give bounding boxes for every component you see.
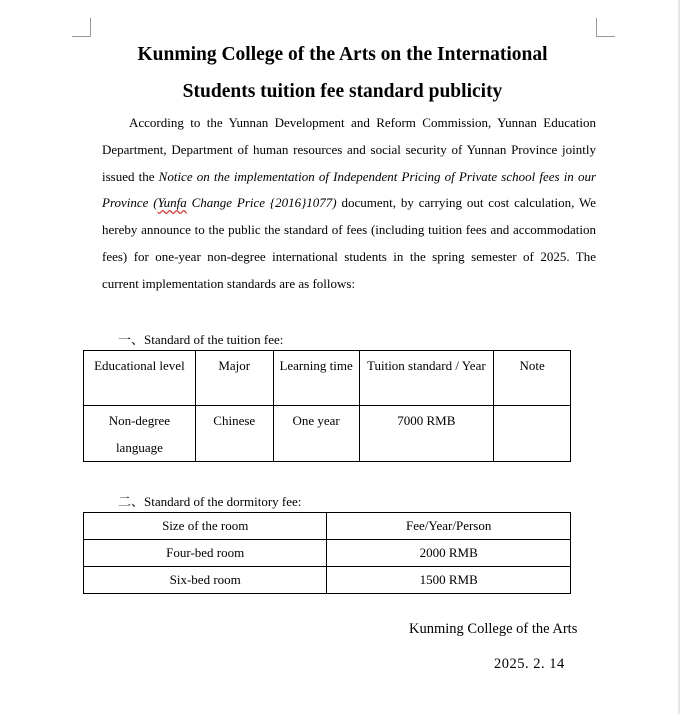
table-header-row xyxy=(84,513,571,540)
document-title-line-2: Students tuition fee standard publicity xyxy=(182,81,503,102)
header-tuition-standard: Tuition standard / Year xyxy=(359,351,494,406)
table-row xyxy=(84,406,571,462)
cell-room-size: Four-bed room xyxy=(84,540,327,567)
cell-fee: 1500 RMB xyxy=(327,567,571,594)
dormitory-section-heading: 二、Standard of the dormitory fee: xyxy=(118,494,302,509)
tuition-section-heading: 一、Standard of the tuition fee: xyxy=(118,332,284,347)
tuition-fee-table xyxy=(83,350,571,462)
header-major: Major xyxy=(195,351,273,406)
cell-educational-level: Non-degree language xyxy=(84,406,196,462)
document-title-line-1: Kunming College of the Arts on the International xyxy=(137,44,548,65)
header-note: Note xyxy=(494,351,571,406)
table-row xyxy=(84,567,571,594)
notice-reference: Change Price {2016}1077) xyxy=(186,195,337,211)
intro-paragraph xyxy=(102,110,596,298)
notice-title: Notice on the implementation of Independent Pricing of Private school fees in our Province ( xyxy=(102,168,596,211)
cell-note xyxy=(494,406,571,462)
cell-fee: 2000 RMB xyxy=(327,540,571,567)
header-educational-level: Educational level xyxy=(84,351,196,406)
header-learning-time: Learning time xyxy=(273,351,359,406)
intro-text-part2: document, by carrying out cost calculation, We hereby announce to the public the standard of fees (including tuition fees and accommodation fees) for one-year non-degree international students in the spring semester of 2025. The current implementation standards are as follows: xyxy=(102,195,596,291)
cell-tuition-standard: 7000 RMB xyxy=(359,406,494,462)
table-header-row xyxy=(84,351,571,406)
margin-corner-mark-right xyxy=(596,18,615,37)
signature-date: 2025. 2. 14 xyxy=(494,656,565,672)
spellcheck-flagged-word[interactable]: Yunfa xyxy=(157,195,187,211)
header-fee: Fee/Year/Person xyxy=(327,513,571,540)
intro-text-part1: According to the Yunnan Development and Reform Commission, Yunnan Education Department, Department of human resources and social security of Yunnan Province jointly issued the xyxy=(102,115,596,184)
cell-room-size: Six-bed room xyxy=(84,567,327,594)
table-row xyxy=(84,540,571,567)
signature-organization: Kunming College of the Arts xyxy=(409,621,578,637)
cell-learning-time: One year xyxy=(273,406,359,462)
header-room-size: Size of the room xyxy=(84,513,327,540)
margin-corner-mark-left xyxy=(72,18,91,37)
cell-major: Chinese xyxy=(195,406,273,462)
dormitory-fee-table xyxy=(83,512,571,594)
